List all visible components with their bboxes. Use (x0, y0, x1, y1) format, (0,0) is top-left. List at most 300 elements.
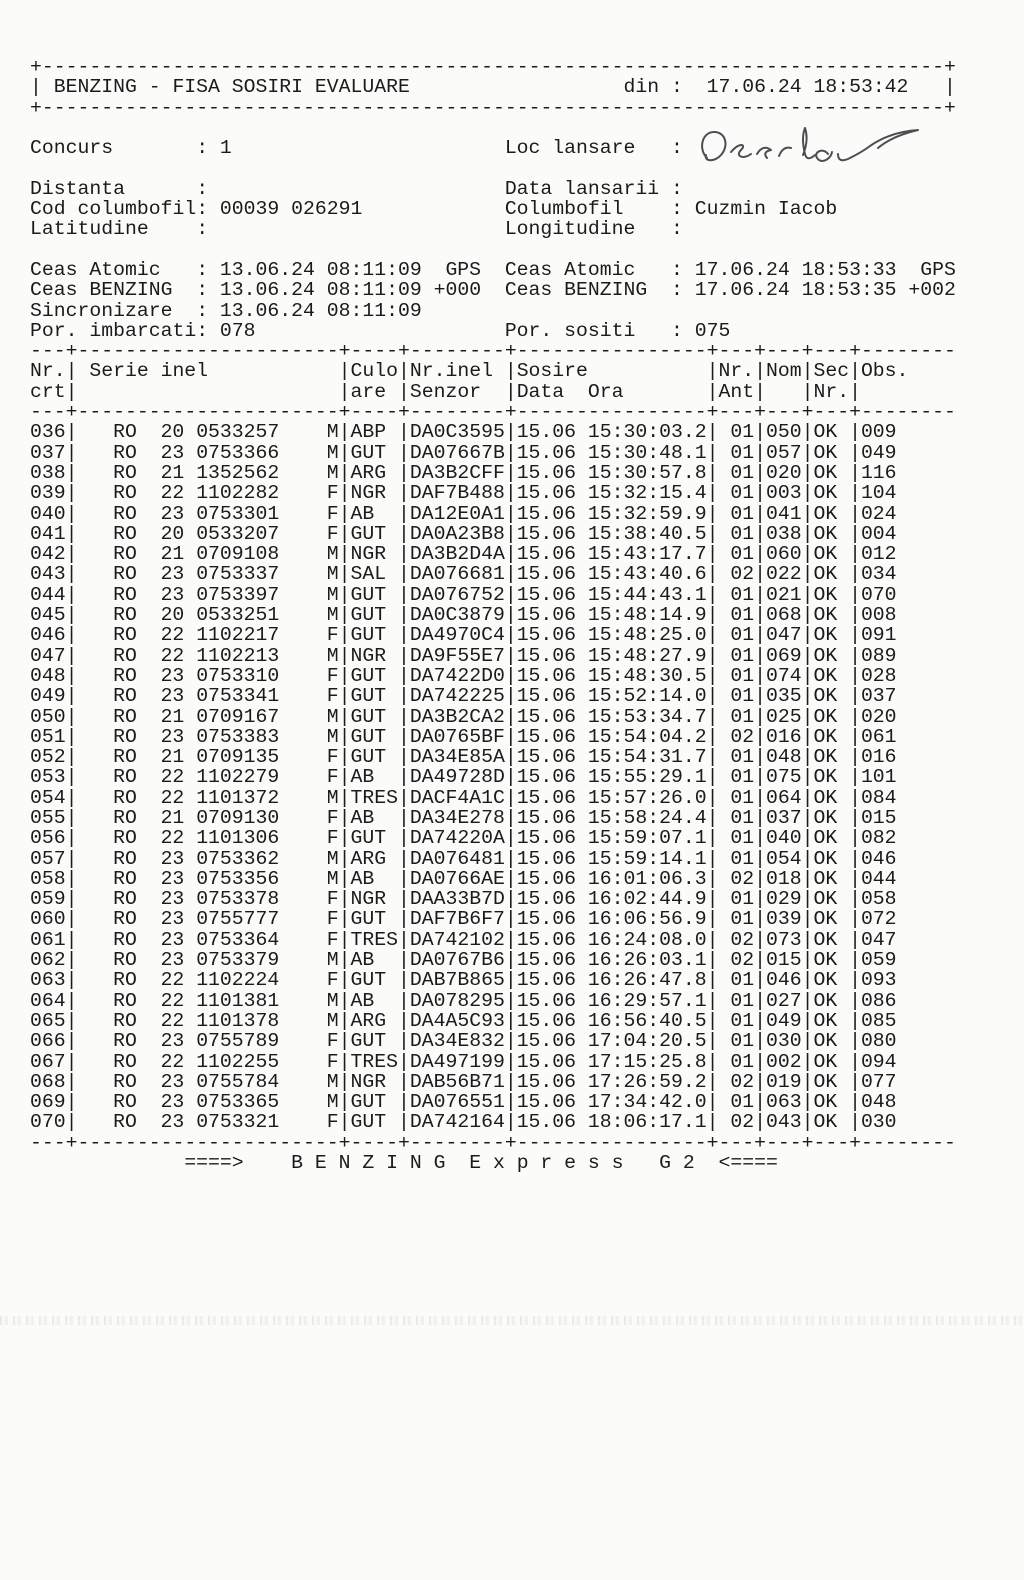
pipe: | (706, 847, 719, 870)
cell-sex: M (326, 421, 339, 444)
cell-senzor: DAF7B488 (409, 482, 505, 505)
pipe: | (65, 888, 78, 911)
pipe: | (338, 624, 351, 647)
pipe: | (397, 522, 410, 545)
cell-obs: 009 (860, 421, 897, 444)
table-row (30, 463, 990, 483)
cell-sec: OK (813, 746, 838, 769)
pipe: | (754, 806, 766, 829)
cell-sosire-ora: 15:57:26.0 (587, 786, 707, 809)
pipe: | (397, 421, 410, 444)
cell-nr-crt: 048 (30, 664, 66, 687)
box-border-left: | (30, 76, 42, 99)
table-row (30, 889, 990, 909)
cell-obs: 020 (860, 705, 897, 728)
pipe: | (801, 482, 814, 505)
cell-senzor: DA7422D0 (409, 664, 505, 687)
cell-culoare: GUT (350, 664, 387, 687)
cell-nom: 074 (765, 664, 802, 687)
pipe: | (801, 725, 814, 748)
cell-sex: M (326, 583, 339, 606)
pipe: | (504, 563, 517, 586)
cell-nr-ant: 02 (730, 1070, 755, 1093)
pipe: | (801, 360, 814, 383)
cell-obs: 048 (860, 1091, 897, 1114)
columbofil-value: Cuzmin Iacob (694, 198, 838, 221)
cell-sosire-ora: 15:48:25.0 (587, 624, 707, 647)
cell-culoare: AB (350, 502, 375, 525)
cell-sex: M (326, 441, 339, 464)
table-row (30, 544, 990, 564)
cell-nom: 030 (765, 1030, 802, 1053)
pipe: | (65, 928, 78, 951)
pipe: | (706, 543, 719, 566)
pipe: | (849, 1050, 861, 1073)
pipe: | (754, 888, 766, 911)
header-box-title-row (30, 77, 990, 97)
colon: : (671, 76, 683, 99)
cell-tara: RO (113, 766, 137, 789)
cell-nr-ant: 01 (730, 1009, 755, 1032)
ceas-benzing-right-value: 17.06.24 18:53:35 (694, 279, 897, 302)
cell-an: 22 (160, 969, 185, 992)
pipe: | (65, 563, 78, 586)
cell-nr-ant: 01 (730, 604, 755, 627)
cell-nr-ant: 01 (730, 543, 755, 566)
loc-lansare-label: Loc lansare (504, 137, 636, 160)
cell-tara: RO (113, 583, 137, 606)
cell-nr-crt: 045 (30, 604, 66, 627)
cell-nom: 060 (765, 543, 802, 566)
cell-sec: OK (813, 1091, 838, 1114)
cell-senzor: DA4970C4 (409, 624, 505, 647)
pipe: | (706, 441, 719, 464)
pipe: | (397, 908, 410, 931)
pipe: | (338, 502, 351, 525)
pipe: | (397, 380, 410, 403)
cell-an: 22 (160, 766, 185, 789)
pipe: | (849, 441, 861, 464)
cell-senzor: DA0A23B8 (409, 522, 505, 545)
cell-sec: OK (813, 604, 838, 627)
cell-nom: 027 (765, 989, 802, 1012)
pipe: | (65, 705, 78, 728)
cell-sex: F (326, 1111, 339, 1134)
cell-sosire-data: 15.06 (516, 766, 577, 789)
pipe: | (801, 1091, 814, 1114)
pipe: | (706, 969, 719, 992)
cell-sec: OK (813, 908, 838, 931)
pipe: | (754, 725, 766, 748)
cell-serie: 0753378 (196, 888, 280, 911)
cell-tara: RO (113, 746, 137, 769)
pipe: | (754, 766, 766, 789)
cell-tara: RO (113, 705, 137, 728)
longitudine-label: Longitudine (504, 218, 636, 241)
colon: : (196, 137, 209, 160)
pipe: | (754, 908, 766, 931)
pipe: | (801, 380, 814, 403)
cell-senzor: DA3B2CA2 (409, 705, 505, 728)
pipe: | (754, 522, 766, 545)
pipe: | (706, 461, 719, 484)
cell-sosire-data: 15.06 (516, 664, 577, 687)
cell-nom: 020 (765, 461, 802, 484)
cell-culoare: NGR (350, 888, 387, 911)
cell-serie: 0753364 (196, 928, 280, 951)
cell-obs: 047 (860, 928, 897, 951)
row-ceas-atomic (30, 260, 990, 280)
cell-sosire-data: 15.06 (516, 806, 577, 829)
cell-senzor: DA0C3879 (409, 604, 505, 627)
cell-sec: OK (813, 1111, 838, 1134)
cell-tara: RO (113, 928, 137, 951)
cell-nr-crt: 057 (30, 847, 66, 870)
cell-nom: 039 (765, 908, 802, 931)
cell-nom: 035 (765, 685, 802, 708)
pipe: | (504, 806, 517, 829)
cell-sec: OK (813, 766, 838, 789)
pipe: | (801, 1050, 814, 1073)
cell-sosire-ora: 17:26:59.2 (587, 1070, 707, 1093)
cell-nr-ant: 01 (730, 1050, 755, 1073)
colon: : (671, 198, 683, 221)
rule-line: +----------------------------------------------------------------------------+ (30, 56, 956, 78)
cell-serie: 1102213 (196, 644, 280, 667)
pipe: | (65, 664, 78, 687)
cell-culoare: ARG (350, 461, 387, 484)
pipe: | (801, 543, 814, 566)
pipe: | (849, 949, 861, 972)
cell-nom: 018 (765, 867, 802, 890)
pipe: | (504, 664, 517, 687)
pipe: | (849, 1070, 861, 1093)
cell-sosire-ora: 17:34:42.0 (587, 1091, 707, 1114)
cell-sosire-ora: 15:48:14.9 (587, 604, 707, 627)
cell-sec: OK (813, 867, 838, 890)
cell-obs: 028 (860, 664, 897, 687)
cell-culoare: GUT (350, 969, 387, 992)
pipe: | (397, 705, 410, 728)
col-header-ant: Nr. (718, 360, 755, 383)
table-row (30, 524, 990, 544)
cell-an: 22 (160, 989, 185, 1012)
table-row (30, 767, 990, 787)
pipe: | (801, 969, 814, 992)
pipe: | (504, 522, 517, 545)
cell-sex: M (326, 644, 339, 667)
cell-an: 22 (160, 1009, 185, 1032)
colon: : (196, 218, 209, 241)
cell-sosire-ora: 15:48:30.5 (587, 664, 707, 687)
table-header-row-2 (30, 382, 990, 402)
pipe: | (397, 461, 410, 484)
cell-nom: 050 (765, 421, 802, 444)
footer-banner: ====> B E N Z I N G E x p r e s s G 2 <==== (184, 1152, 778, 1175)
pipe: | (504, 441, 517, 464)
pipe: | (65, 969, 78, 992)
pipe: | (65, 1030, 78, 1053)
cell-sosire-ora: 15:43:17.7 (587, 543, 707, 566)
cell-nr-crt: 059 (30, 888, 66, 911)
cell-an: 23 (160, 1070, 185, 1093)
cell-obs: 061 (860, 725, 897, 748)
pipe: | (504, 746, 517, 769)
pipe: | (338, 604, 351, 627)
cell-nom: 054 (765, 847, 802, 870)
cell-nom: 063 (765, 1091, 802, 1114)
cod-columbofil-value: 00039 026291 (219, 198, 363, 221)
cell-nom: 047 (765, 624, 802, 647)
cell-an: 20 (160, 604, 185, 627)
pipe: | (849, 806, 861, 829)
pipe: | (706, 746, 719, 769)
pipe: | (338, 1111, 351, 1134)
table-row (30, 585, 990, 605)
pipe: | (849, 908, 861, 931)
ceas-benzing-right-label: Ceas BENZING (504, 279, 648, 302)
pipe: | (397, 949, 410, 972)
pipe: | (65, 1050, 78, 1073)
cell-tara: RO (113, 624, 137, 647)
cell-tara: RO (113, 543, 137, 566)
cell-nom: 002 (765, 1050, 802, 1073)
cell-nr-ant: 01 (730, 989, 755, 1012)
cell-an: 23 (160, 664, 185, 687)
cell-an: 23 (160, 441, 185, 464)
pipe: | (338, 1070, 351, 1093)
pipe: | (706, 380, 719, 403)
cell-an: 22 (160, 827, 185, 850)
cell-sosire-data: 15.06 (516, 1091, 577, 1114)
cell-tara: RO (113, 1070, 137, 1093)
cell-serie: 0755784 (196, 1070, 280, 1093)
pipe: | (706, 360, 719, 383)
cell-culoare: GUT (350, 725, 387, 748)
pipe: | (754, 380, 766, 403)
cell-sosire-data: 15.06 (516, 1070, 577, 1093)
cell-nr-ant: 01 (730, 969, 755, 992)
cell-nr-crt: 061 (30, 928, 66, 951)
cell-nr-ant: 01 (730, 461, 755, 484)
pipe: | (397, 1070, 410, 1093)
cell-sosire-ora: 16:56:40.5 (587, 1009, 707, 1032)
pipe: | (706, 1030, 719, 1053)
pipe: | (706, 786, 719, 809)
cell-nr-crt: 069 (30, 1091, 66, 1114)
pipe: | (801, 644, 814, 667)
pipe: | (706, 827, 719, 850)
cell-tara: RO (113, 1030, 137, 1053)
cell-culoare: NGR (350, 1070, 387, 1093)
cell-serie: 0753365 (196, 1091, 280, 1114)
cell-serie: 0753366 (196, 441, 280, 464)
pipe: | (397, 969, 410, 992)
cell-sec: OK (813, 644, 838, 667)
cell-culoare: ARG (350, 1009, 387, 1032)
cell-obs: 089 (860, 644, 897, 667)
pipe: | (706, 1050, 719, 1073)
table-row (30, 1092, 990, 1112)
pipe: | (849, 725, 861, 748)
pipe: | (706, 949, 719, 972)
cell-obs: 024 (860, 502, 897, 525)
pipe: | (397, 786, 410, 809)
pipe: | (754, 949, 766, 972)
cell-an: 23 (160, 888, 185, 911)
cell-nom: 057 (765, 441, 802, 464)
pipe: | (65, 421, 78, 444)
pipe: | (397, 543, 410, 566)
cell-culoare: GUT (350, 624, 387, 647)
pipe: | (65, 949, 78, 972)
cell-sex: F (326, 806, 339, 829)
pipe: | (65, 441, 78, 464)
header-box-rule-bottom (30, 98, 990, 118)
pipe: | (801, 888, 814, 911)
cell-sec: OK (813, 685, 838, 708)
cell-sosire-ora: 15:54:31.7 (587, 746, 707, 769)
pipe: | (65, 604, 78, 627)
cell-serie: 1102255 (196, 1050, 280, 1073)
cell-nr-crt: 047 (30, 644, 66, 667)
cell-tara: RO (113, 867, 137, 890)
pipe: | (338, 461, 351, 484)
pipe: | (338, 847, 351, 870)
cell-nr-ant: 01 (730, 441, 755, 464)
col-header-culoare: Culo (350, 360, 398, 383)
cell-nr-crt: 044 (30, 583, 66, 606)
pipe: | (338, 725, 351, 748)
cell-an: 23 (160, 867, 185, 890)
pipe: | (397, 1111, 410, 1134)
cell-nr-ant: 01 (730, 806, 755, 829)
pipe: | (801, 583, 814, 606)
pipe: | (397, 644, 410, 667)
cell-culoare: GUT (350, 604, 387, 627)
cell-obs: 085 (860, 1009, 897, 1032)
cell-serie: 0753379 (196, 949, 280, 972)
cell-senzor: DACF4A1C (409, 786, 505, 809)
pipe: | (65, 522, 78, 545)
cell-sosire-ora: 15:30:03.2 (587, 421, 707, 444)
pipe: | (801, 1030, 814, 1053)
cell-sex: F (326, 624, 339, 647)
cell-sosire-ora: 15:30:57.8 (587, 461, 707, 484)
cell-tara: RO (113, 441, 137, 464)
cell-nr-crt: 070 (30, 1111, 66, 1134)
cell-culoare: TRES (350, 786, 398, 809)
cell-tara: RO (113, 827, 137, 850)
cell-obs: 084 (860, 786, 897, 809)
cell-sosire-data: 15.06 (516, 1009, 577, 1032)
pipe: | (849, 989, 861, 1012)
pipe: | (849, 746, 861, 769)
pipe: | (397, 847, 410, 870)
cell-nr-crt: 043 (30, 563, 66, 586)
cell-tara: RO (113, 847, 137, 870)
cell-serie: 0753321 (196, 1111, 280, 1134)
pipe: | (849, 1009, 861, 1032)
cell-sex: F (326, 664, 339, 687)
cell-sex: F (326, 502, 339, 525)
table-row (30, 666, 990, 686)
pipe: | (504, 421, 517, 444)
cell-nr-crt: 039 (30, 482, 66, 505)
cell-sec: OK (813, 1070, 838, 1093)
columbofil-label: Columbofil (504, 198, 624, 221)
pipe: | (706, 806, 719, 829)
table-row (30, 625, 990, 645)
pipe: | (801, 705, 814, 728)
cell-sosire-data: 15.06 (516, 847, 577, 870)
cell-an: 23 (160, 1091, 185, 1114)
pipe: | (504, 969, 517, 992)
pipe: | (706, 644, 719, 667)
cell-culoare: GUT (350, 441, 387, 464)
cell-sec: OK (813, 583, 838, 606)
cell-sec: OK (813, 928, 838, 951)
pipe: | (849, 461, 861, 484)
cell-nom: 019 (765, 1070, 802, 1093)
cell-obs: 015 (860, 806, 897, 829)
pipe: | (801, 624, 814, 647)
cell-obs: 077 (860, 1070, 897, 1093)
cell-culoare: GUT (350, 1091, 387, 1114)
pipe: | (849, 664, 861, 687)
cell-senzor: DA076481 (409, 847, 505, 870)
cell-sosire-ora: 15:38:40.5 (587, 522, 707, 545)
pipe: | (706, 664, 719, 687)
pipe: | (397, 1030, 410, 1053)
cell-culoare: GUT (350, 705, 387, 728)
pipe: | (338, 705, 351, 728)
cell-nom: 064 (765, 786, 802, 809)
pipe: | (504, 766, 517, 789)
cell-sosire-ora: 16:29:57.1 (587, 989, 707, 1012)
cell-sec: OK (813, 949, 838, 972)
pipe: | (504, 888, 517, 911)
cell-senzor: DAB56B71 (409, 1070, 505, 1093)
cell-serie: 1101378 (196, 1009, 280, 1032)
cell-culoare: NGR (350, 644, 387, 667)
scan-edge-artifact (0, 1316, 1024, 1325)
cell-sex: F (326, 827, 339, 850)
cell-nom: 038 (765, 522, 802, 545)
cell-sex: M (326, 563, 339, 586)
pipe: | (338, 360, 351, 383)
table-row (30, 930, 990, 950)
pipe: | (338, 1030, 351, 1053)
cell-tara: RO (113, 949, 137, 972)
col-header-obs: Obs. (860, 360, 909, 383)
pipe: | (801, 908, 814, 931)
pipe: | (754, 664, 766, 687)
por-sositi-label: Por. sositi (504, 319, 636, 342)
colon: : (671, 218, 683, 241)
cell-serie: 0533207 (196, 522, 280, 545)
cell-nr-ant: 01 (730, 766, 755, 789)
cell-sex: F (326, 888, 339, 911)
cell-obs: 059 (860, 949, 897, 972)
pipe: | (849, 685, 861, 708)
cell-serie: 0753341 (196, 685, 280, 708)
cell-nr-crt: 060 (30, 908, 66, 931)
pipe: | (706, 766, 719, 789)
cell-serie: 0753383 (196, 725, 280, 748)
cell-senzor: DAF7B6F7 (409, 908, 505, 931)
pipe: | (754, 583, 766, 606)
